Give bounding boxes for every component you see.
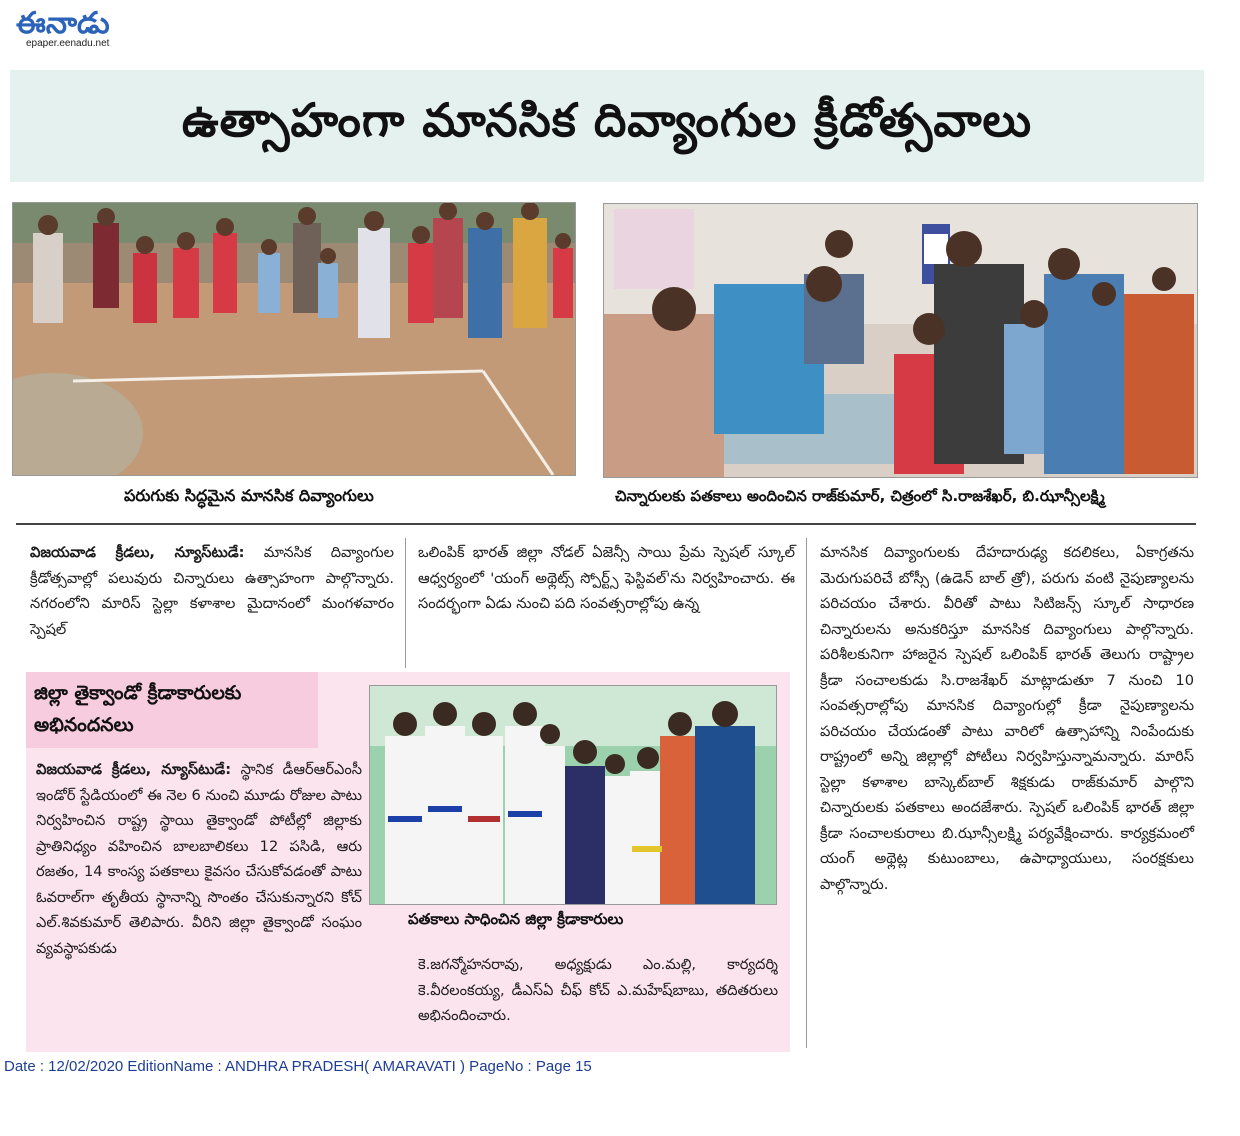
sub-headline: జిల్లా తైక్వాండో క్రీడాకారులకు అభినందనలు [34, 682, 242, 736]
logo-text: ఈనాడు [16, 6, 110, 38]
photo-taekwondo-team [369, 685, 777, 905]
headline-band [10, 70, 1204, 182]
article-column-2: ఒలింపిక్ భారత్ జిల్లా నోడల్ ఏజెన్సీ సాయి ప్రేమ స్పెషల్ స్కూల్ ఆధ్వర్యంలో 'యంగ్ అథ్లెట్స్ స్పోర్ట్స్ ఫెస్టివల్'ను నిర్వహించారు. ఈ సందర్భంగా ఏడు నుంచి పది సంవత్సరాల్లోపు ఉన్న [418, 544, 795, 612]
article-col1-body: మానసిక దివ్యాంగుల క్రీడోత్సవాల్లో పలువురు చిన్నారులు ఉత్సాహంగా పాల్గొన్నారు. నగరంలోని మారిస్ స్టెల్లా కళాశాల మైదానంలో మంగళవారం స్పెషల్ [30, 544, 394, 638]
article-column-1 [30, 540, 394, 642]
section-divider [16, 523, 1196, 525]
taekwondo-photo-caption: పతకాలు సాధించిన జిల్లా క్రీడాకారులు [408, 910, 624, 928]
race-photo-illustration [13, 203, 575, 475]
sub-dateline: విజయవాడ క్రీడలు, న్యూస్‌టుడే: [36, 761, 232, 778]
column-divider [405, 538, 406, 668]
photo-race-start [12, 202, 576, 476]
sub-article-column-2: కె.జగన్మోహనరావు, అధ్యక్షుడు ఎం.మల్లి, కార్యదర్శి కె.వీరలంకయ్య, డీఎస్ఏ చీఫ్ కోచ్ ఎ.మహేష్‌బాబు, తదితరులు అభినందించారు. [418, 956, 778, 1024]
sub-article-column-1 [36, 757, 362, 961]
medal-photo-illustration [604, 204, 1197, 477]
photo-right-caption: చిన్నారులకు పతకాలు అందించిన రాజ్‌కుమార్, చిత్రంలో సి.రాజశేఖర్, బి.ఝాన్సీలక్ష్మి [615, 487, 1105, 505]
article-column-3: మానసిక దివ్యాంగులకు దేహదారుఢ్య కదలికలు, ఏకాగ్రతను మెరుగుపరిచే బోస్సీ (ఉడెన్ బాల్ త్రో), పరుగు వంటి నైపుణ్యాలను పరిచయం చేశారు. వీరితో పాటు సిటిజన్స్ స్కూల్ సాధారణ చిన్నారులను అనుకరిస్తూ మానసిక దివ్యాంగులు పాల్గొన్నారు. పరిశీలకునిగా హాజరైన స్పెషల్ ఒలింపిక్ భారత్ తెలుగు రాష్ట్రాల క్రీడా సంచాలకుడు సి.రాజశేఖర్ మాట్లాడుతూ 7 నుంచి 10 సంవత్సరాల్లోపు మానసిక దివ్యాంగుల్లో క్రీడా నైపుణ్యాలను పరిచయం చేయడంతో పాటు వారిలో ఉత్సాహాన్ని నింపేందుకు రాష్ట్రంలో అన్ని జిల్లాల్లో పోటీలు నిర్వహిస్తున్నామన్నారు. మారిస్ స్టెల్లా కళాశాల బాస్కెట్‌బాల్ శిక్షకుడు రాజ్‌కుమార్ పాల్గొని చిన్నారులకు పతకాలు అందజేశారు. స్పెషల్ ఒలింపిక్ భారత్ జిల్లా క్రీడా సంచాలకురాలు బి.ఝాన్సీలక్ష్మి పర్యవేక్షించారు. కార్యక్రమంలో యంగ్ అథ్లెట్ల కుటుంబాలు, ఉపాధ్యాయులు, సంరక్షకులు పాల్గొన్నారు. [820, 544, 1194, 893]
edition-footer: Date : 12/02/2020 EditionName : ANDHRA PRADESH( AMARAVATI ) PageNo : Page 15 [4, 1058, 592, 1075]
taekwondo-photo-illustration [370, 686, 776, 904]
masthead-url: epaper.eenadu.net [26, 38, 110, 49]
sub-col1-body: స్థానిక డీఆర్ఆర్ఎంసీ ఇండోర్ స్టేడియంలో ఈ నెల 6 నుంచి మూడు రోజుల పాటు నిర్వహించిన రాష్ట్ర స్థాయి తైక్వాండో పోటీల్లో జిల్లాకు ప్రాతినిధ్యం వహించిన బాలబాలికలు 12 పసిడి, ఆరు రజతం, 14 కాంస్య పతకాలు కైవసం చేసుకోవడంతో పాటు ఓవరాల్‌గా తృతీయ స్థానాన్ని సొంతం చేసుకున్నారని కోచ్ ఎల్.శివకుమార్ తెలిపారు. వీరిని జిల్లా తైక్వాండో సంఘం వ్యవస్థాపకుడు [36, 761, 363, 957]
headline: ఉత్సాహంగా మానసిక దివ్యాంగుల క్రీడోత్సవాలు [181, 93, 1033, 147]
photo-left-caption: పరుగుకు సిద్ధమైన మానసిక దివ్యాంగులు [124, 486, 374, 505]
eenadu-logo [14, 4, 144, 38]
photo-medal-distribution [603, 203, 1198, 478]
dateline: విజయవాడ క్రీడలు, న్యూస్‌టుడే: [30, 544, 245, 561]
column-divider [806, 538, 807, 1048]
